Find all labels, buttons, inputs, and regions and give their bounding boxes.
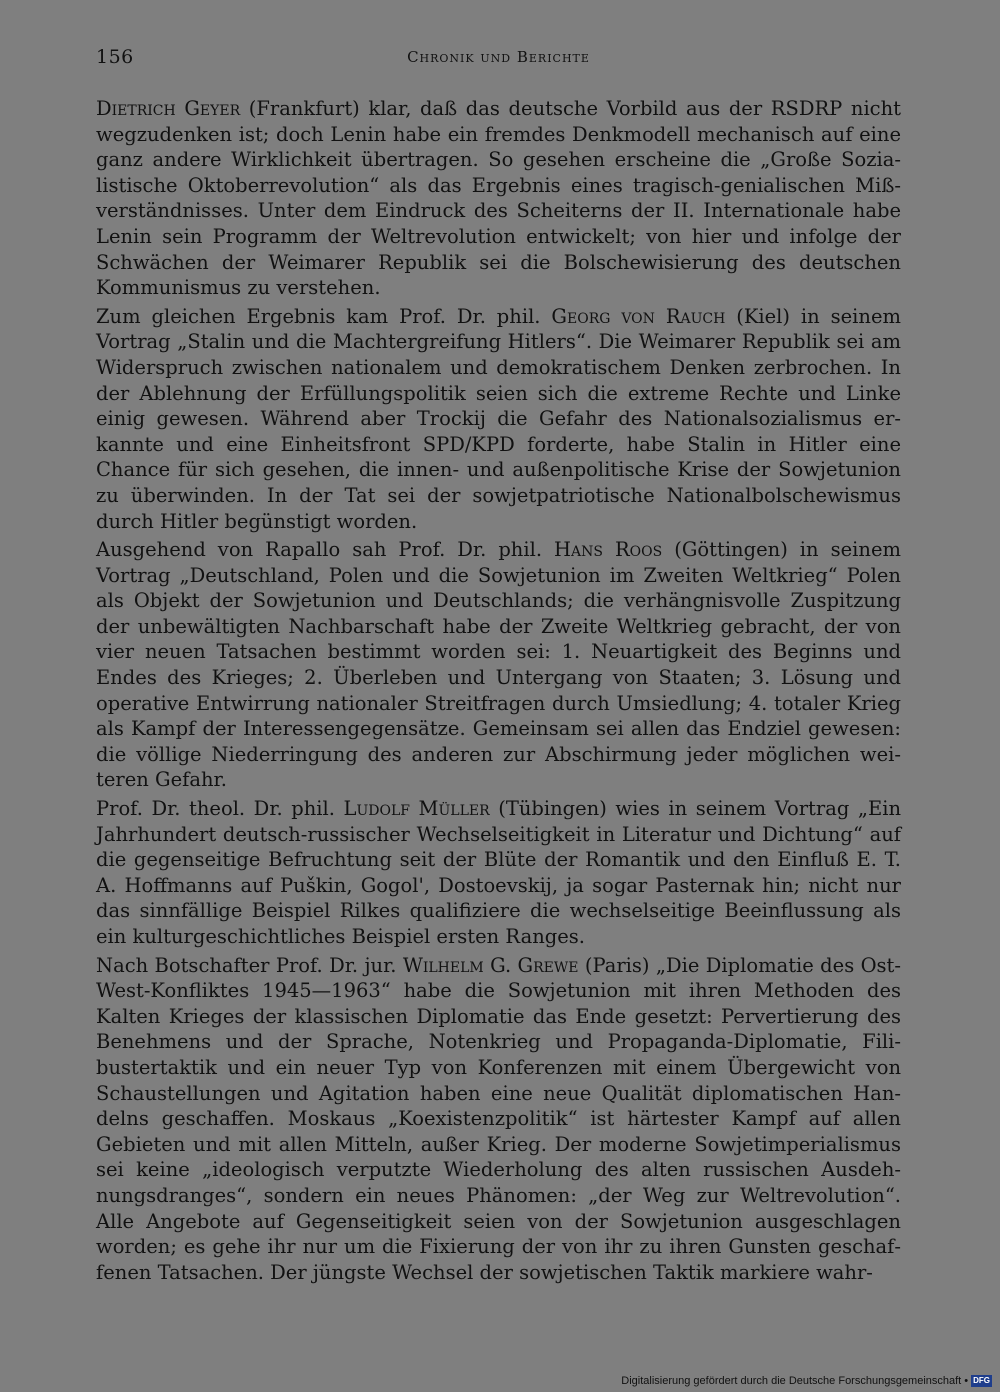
running-head: Chronik und Berichte	[407, 48, 590, 66]
speaker-name: Hans Roos	[554, 538, 663, 562]
footer-separator: •	[964, 1375, 969, 1387]
page-number: 156	[96, 46, 134, 68]
paragraph-text: Prof. Dr. theol. Dr. phil.	[96, 797, 344, 821]
paragraph-text: Ausgehend von Rapallo sah Prof. Dr. phil.	[96, 538, 555, 562]
paragraph-text: (Frankfurt) klar, daß das deutsche Vorbild aus der RSDRP nicht wegzudenken ist; doch Lenin habe ein fremdes Denkmodell mechanisch auf eine ganz andere Wirklichkeit übertragen. So gesehen erscheine die „Große Sozialistische Oktoberrevolution“ als das Ergebnis eines tragisch-genialischen Mißverständnisses. Unter dem Eindruck des Scheiterns der II. Internationale habe Lenin sein Programm der Weltrevolution entwickelt; von hier und infolge der Schwächen der Weimarer Republik sei die Bolschewisierung des deutschen Kommunismus zu verstehen.	[96, 97, 901, 300]
paragraph-text: (Göttingen) in seinem Vortrag „Deutschland, Polen und die Sowjetunion im Zweiten Weltkrieg“ Polen als Objekt der Sowjetunion und Deutschlands; die verhängnisvolle Zuspitzung der unbewältigten Nachbarschaft habe der Zweite Weltkrieg gebracht, der von vier neuen Tatsachen bestimmt worden sei: 1. Neuartigkeit des Beginns und Endes des Krieges; 2. Überleben und Untergang von Staaten; 3. Lösung und operative Entwirrung nationaler Streitfragen durch Umsiedlung; 4. totaler Krieg als Kampf der Interessengegensätze. Gemeinsam sei allen das Endziel gewesen: die völlige Niederringung des anderen zur Abschirmung jeder möglichen weiteren Gefahr.	[96, 538, 901, 792]
speaker-name: Ludolf Müller	[343, 797, 490, 821]
paragraph-text: (Paris) „Die Diplomatie des Ost-West-Konfliktes 1945—1963“ habe die Sowjetunion mit ihren Methoden des Kalten Krieges der klassischen Diplomatie das Ende gesetzt: Pervertierung des Benehmens und der Sprache, Notenkrieg und Propaganda-Diplomatie, Filibustertaktik und ein neuer Typ von Konferenzen mit einem Übergewicht von Schaustellungen und Agitation haben eine neue Qualität diplomatischen Handelns geschaffen. Moskaus „Koexistenzpolitik“ ist härtester Kampf auf allen Gebieten und mit allen Mitteln, außer Krieg. Der moderne Sowjetimperialismus sei keine „ideologisch verputzte Wiederholung des alten russischen Ausdehnungsdranges“, sondern ein neues Phänomen: „der Weg zur Weltrevolution“. Alle Angebote auf Gegenseitigkeit seien von der Sowjetunion ausgeschlagen worden; es gehe ihr nur um die Fixierung der von ihr zu ihren Gunsten geschaffenen Tatsachen. Der jüngste Wechsel der sowjetischen Taktik markiere wahr-	[96, 953, 901, 1284]
paragraph-text: Zum gleichen Ergebnis kam Prof. Dr. phil.	[96, 304, 552, 328]
paragraph	[96, 304, 901, 534]
speaker-name: Wilhelm G. Grewe	[402, 953, 579, 977]
body-text	[96, 96, 901, 1285]
speaker-name: Dietrich Geyer	[96, 97, 241, 120]
paragraph	[96, 96, 901, 301]
page-header	[96, 46, 901, 72]
paragraph-text: (Kiel) in seinem Vortrag „Stalin und die Machtergreifung Hitlers“. Die Weimarer Republik sei am Widerspruch zwischen nationalem und demokratischem Denken zerbrochen. In der Ablehnung der Erfüllungspolitik seien sich die extreme Rechte und Linke einig gewesen. Während aber Trockij die Gefahr des Nationalsozialismus erkannte und eine Einheitsfront SPD/KPD forderte, habe Stalin in Hitler eine Chance für sich gesehen, die innen- und außenpolitische Krise der Sowjetunion zu überwinden. In der Tat sei der sowjetpatriotische Nationalbolschewismus durch Hitler begünstigt worden.	[96, 304, 901, 533]
dfg-logo-icon: DFG	[973, 1376, 990, 1385]
digitization-footer	[621, 1375, 992, 1387]
paragraph	[96, 953, 901, 1286]
paragraph-text: (Tübingen) wies in seinem Vortrag „Ein Jahrhundert deutsch-russischer Wechselseitigkeit in Literatur und Dichtung“ auf die gegenseitige Befruchtung seit der Blüte der Romantik und den Einfluß E. T. A. Hoffmanns auf Puškin, Gogol', Dostoevskij, ja sogar Pasternak hin; nicht nur das sinnfällige Beispiel Rilkes qualifiziere die wechselseitige Beeinflussung als ein kulturgeschichtliches Beispiel ersten Ranges.	[96, 797, 902, 948]
paragraph	[96, 796, 901, 950]
footer-text: Digitalisierung gefördert durch die Deutsche Forschungsgemeinschaft	[621, 1375, 962, 1387]
paragraph	[96, 537, 901, 793]
paragraph-text: Nach Botschafter Prof. Dr. jur.	[96, 953, 403, 977]
speaker-name: Georg von Rauch	[551, 304, 726, 328]
